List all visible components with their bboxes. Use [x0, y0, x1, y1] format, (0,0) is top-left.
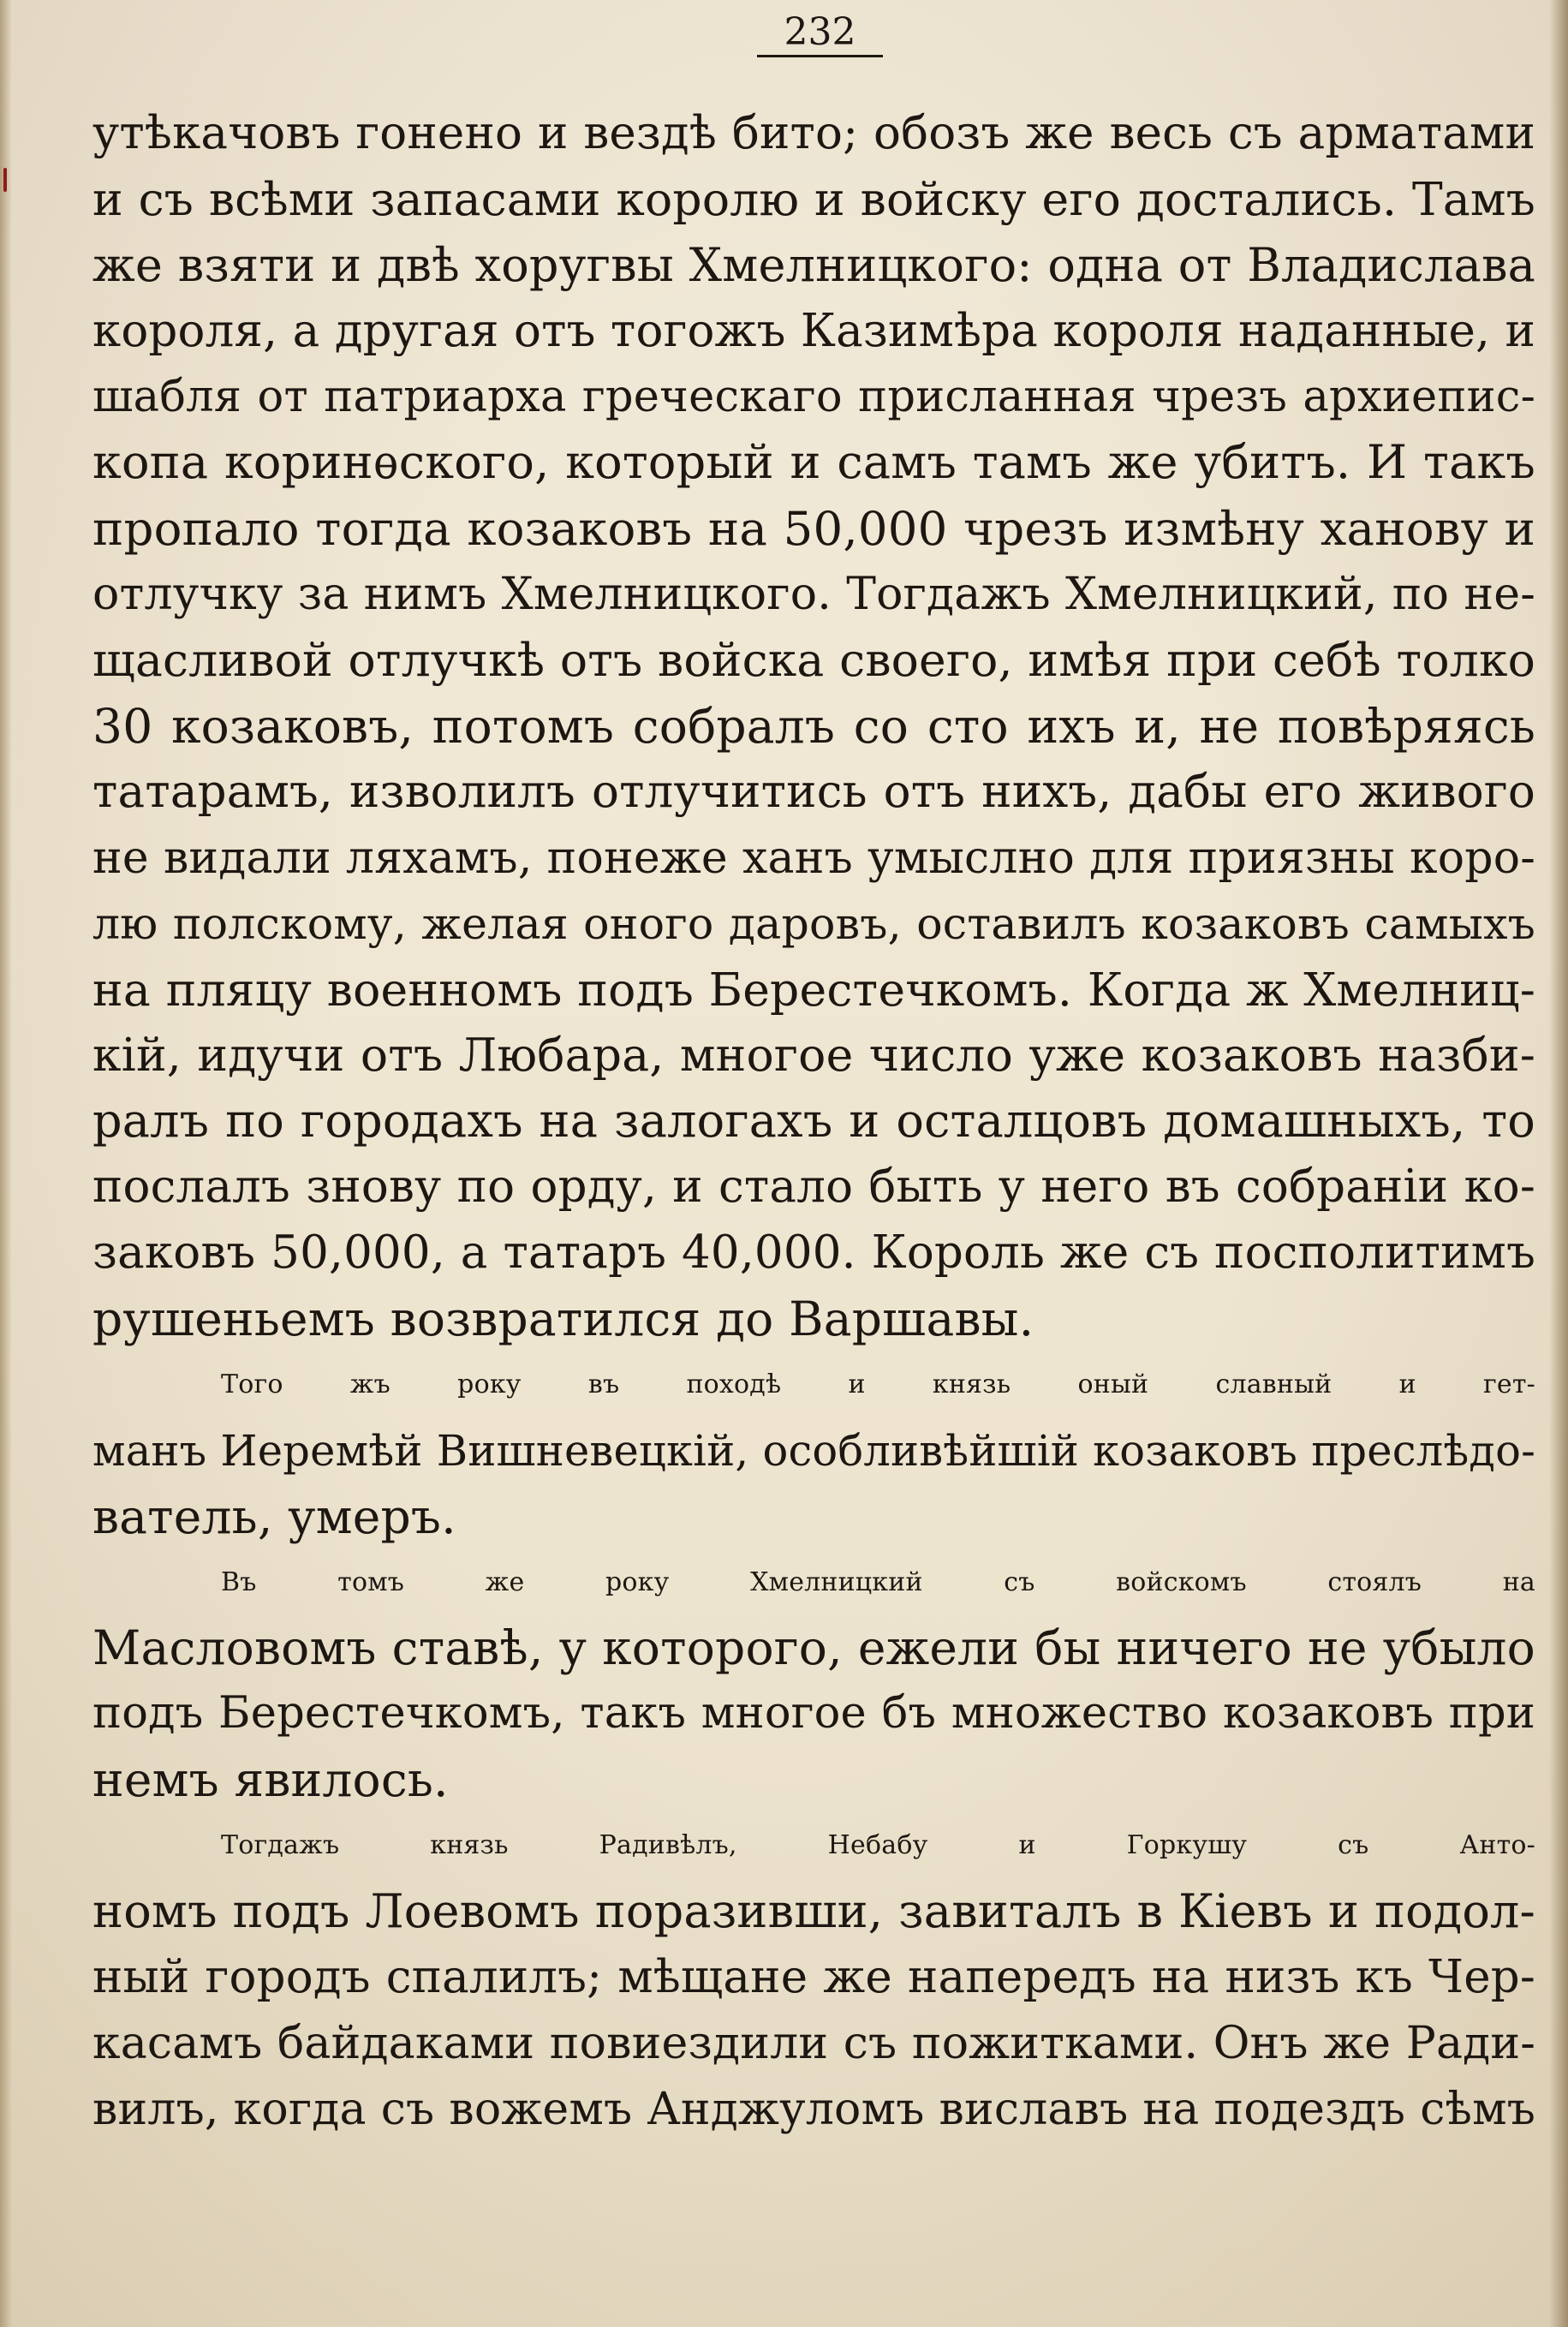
paragraph-first-line: [92, 1550, 1535, 1616]
text-line: [92, 628, 1535, 694]
text-line-content: ралъ по городахъ на залогахъ и осталцовъ домашныхъ, то: [92, 1094, 1535, 1149]
text-line-content: Того жъ року въ походѣ и князь оный славный и гет-: [221, 1369, 1535, 1399]
text-line-content: номъ подъ Лоевомъ поразивши, завиталъ в Кіевъ и подол-: [92, 1884, 1535, 1939]
text-line: [92, 1615, 1535, 1681]
text-line-content: татарамъ, изволилъ отлучитись отъ нихъ, дабы его живого: [92, 765, 1535, 818]
text-line: [92, 760, 1535, 826]
text-line-content: заковъ 50,000, а татаръ 40,000. Король же съ посполитимъ: [92, 1226, 1535, 1280]
text-line: [92, 1945, 1535, 2011]
text-line: [92, 694, 1535, 760]
text-line-content: лю полскому, желая оного даровъ, оставилъ козаковъ самыхъ: [92, 898, 1535, 949]
text-line: [92, 1155, 1535, 1220]
text-line: [92, 1089, 1535, 1155]
text-line-content: Тогдажъ князь Радивѣлъ, Небабу и Горкушу съ Анто-: [221, 1830, 1535, 1861]
text-line: [92, 1681, 1535, 1747]
page-number-rule: [757, 55, 883, 57]
text-line-content: ный городъ спалилъ; мѣщане же напередъ на низъ къ Чер-: [92, 1950, 1535, 2003]
text-line: [92, 2077, 1535, 2143]
text-line: [92, 892, 1535, 958]
text-line-content: и съ всѣми запасами королю и войску его достались. Тамъ: [92, 171, 1535, 226]
text-line: [92, 1418, 1535, 1484]
text-line: [92, 167, 1535, 233]
text-line: [92, 1484, 1535, 1550]
text-line-content: подъ Берестечкомъ, такъ многое бъ множество козаковъ при: [92, 1688, 1535, 1739]
text-line: [92, 2011, 1535, 2077]
text-line-content: манъ Иеремѣй Вишневецкій, особливѣйшій козаковъ преслѣдо-: [92, 1425, 1535, 1476]
page-number: 232: [784, 10, 856, 54]
text-line-content: кій, идучи отъ Любара, многое число уже козаковъ назби-: [92, 1028, 1535, 1083]
text-line-content: 30 козаковъ, потомъ собралъ со сто ихъ и, не повѣряясь: [92, 699, 1535, 755]
page-edge-shadow-left: [0, 0, 12, 2327]
text-line-content: короля, а другая отъ тогожъ Казимѣра короля наданные, и: [92, 304, 1535, 357]
text-line-content: касамъ байдаками повиездили съ пожитками. Онъ же Ради-: [92, 2017, 1535, 2069]
text-line: [92, 826, 1535, 892]
text-line: [92, 958, 1535, 1023]
text-line: [92, 101, 1535, 167]
text-line-content: ватель, умеръ.: [92, 1489, 456, 1544]
text-line: [92, 1220, 1535, 1286]
page-edge-shadow-right: [1549, 0, 1568, 2327]
text-line-content: Въ томъ же року Хмелницкий съ войскомъ стоялъ на: [221, 1566, 1535, 1597]
text-line: [92, 562, 1535, 628]
text-line: [92, 299, 1535, 365]
text-line-content: не видали ляхамъ, понеже ханъ умыслно для приязны коро-: [92, 832, 1535, 884]
ink-mark: [3, 168, 7, 192]
text-line-content: шабля от патриарха греческаго присланная чрезъ архиепис-: [92, 371, 1535, 422]
text-line-content: щасливой отлучкѣ отъ войска своего, имѣя при себѣ толко: [92, 633, 1535, 688]
text-line-content: немъ явилось.: [92, 1752, 449, 1808]
body-text: [92, 101, 1535, 2143]
text-line-content: утѣкачовъ гонено и вездѣ бито; обозъ же весь съ арматами: [92, 107, 1535, 159]
paragraph-first-line: [92, 1813, 1535, 1879]
paragraph-first-line: [92, 1352, 1535, 1418]
text-line-content: на пляцу военномъ подъ Берестечкомъ. Когда ж Хмелниц-: [92, 962, 1535, 1017]
text-line: [92, 1286, 1535, 1352]
text-line-content: пропало тогда козаковъ на 50,000 чрезъ измѣну ханову и: [92, 501, 1535, 557]
text-line: [92, 430, 1535, 496]
text-line: [92, 233, 1535, 299]
text-line: [92, 1023, 1535, 1089]
text-line: [92, 496, 1535, 562]
text-line-content: рушеньемъ возвратился до Варшавы.: [92, 1292, 1034, 1347]
text-line: [92, 1879, 1535, 1945]
text-line: [92, 1747, 1535, 1813]
text-line-content: копа коринѳского, который и самъ тамъ же убитъ. И такъ: [92, 435, 1535, 490]
text-line-content: отлучку за нимъ Хмелницкого. Тогдажъ Хмелницкий, по не-: [92, 569, 1535, 621]
text-line-content: вилъ, когда съ вожемъ Анджуломъ виславъ на подездъ сѣмъ: [92, 2083, 1535, 2135]
text-line-content: Масловомъ ставѣ, у которого, ежели бы ничего не убыло: [92, 1620, 1535, 1676]
text-line: [92, 365, 1535, 431]
text-line-content: же взяти и двѣ хоругвы Хмелницкого: одна от Владислава: [92, 237, 1535, 292]
text-line-content: послалъ знову по орду, и стало быть у него въ собраніи ко-: [92, 1161, 1535, 1214]
